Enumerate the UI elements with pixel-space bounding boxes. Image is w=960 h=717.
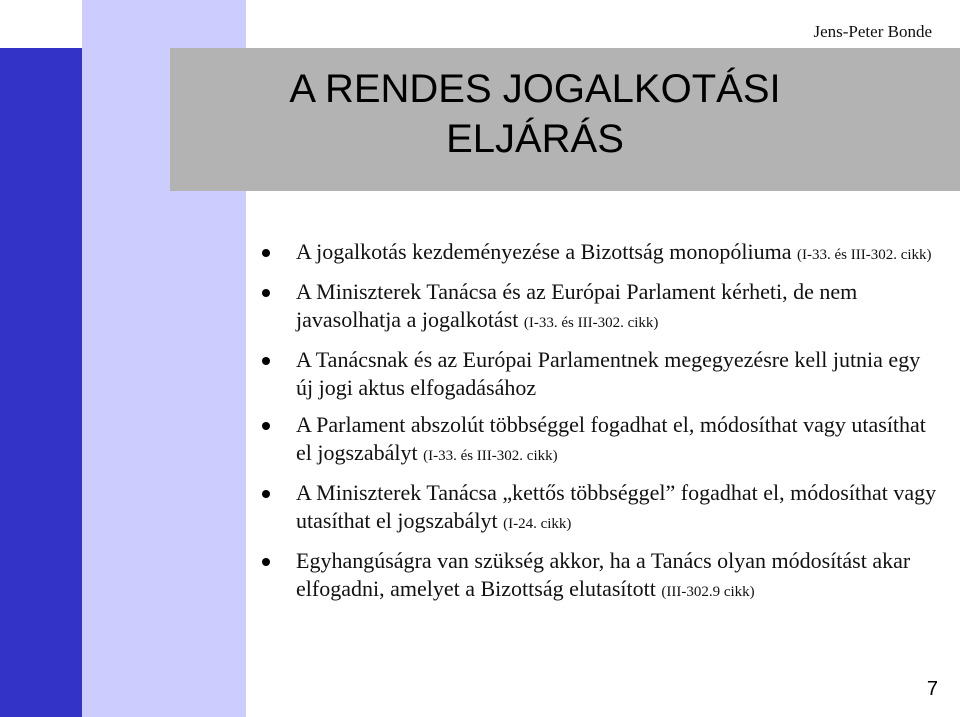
bullet-text: A Miniszterek Tanácsa és az Európai Parlament kérheti, de nem javasolhatja a jogalkotást [296,279,858,332]
bullet-list [262,238,942,615]
bullet-reference: (I-33. és III-302. cikk) [423,448,558,464]
slide-title-line-1: A RENDES JOGALKOTÁSI [289,67,781,111]
bullet-dot-icon [262,558,270,566]
bullet-item [262,547,942,606]
bullet-reference: (III-302.9 cikk) [661,584,755,600]
bullet-reference: (I-33. és III-302. cikk) [796,247,932,263]
bullet-text: A Parlament abszolút többséggel fogadhat el, módosíthat vagy utasíthat el jogszabályt [296,412,926,465]
bullet-dot-icon [262,289,270,297]
bullet-text: Egyhangúságra van szükség akkor, ha a Tanács olyan módosítást akar elfogadni, amelyet a Bizottság elutasított [296,548,911,601]
bullet-item [262,238,942,269]
bullet-dot-icon [262,422,270,430]
bullet-dot-icon [262,490,270,498]
bullet-item [262,278,942,337]
bullet-dot-icon [262,357,270,365]
bullet-reference: (I-33. és III-302. cikk) [523,315,659,331]
bullet-item [262,411,942,470]
bullet-dot-icon [262,249,270,257]
left-dark-band [0,48,82,717]
bullet-text: A Tanácsnak és az Európai Parlamentnek megegyezésre kell jutnia egy új jogi aktus elfogadásához [296,347,921,400]
page-number: 7 [926,678,938,700]
author-name: Jens-Peter Bonde [813,22,932,41]
bullet-item [262,479,942,538]
bullet-item [262,346,942,402]
bullet-text: A jogalkotás kezdeményezése a Bizottság monopóliuma [296,239,797,264]
slide-title-line-2: ELJÁRÁS [446,117,624,161]
slide-title [170,64,900,164]
bullet-reference: (I-24. cikk) [503,516,572,532]
bullet-text: A Miniszterek Tanácsa „kettős többséggel” fogadhat el, módosíthat vagy utasíthat el jogszabályt [296,480,937,533]
